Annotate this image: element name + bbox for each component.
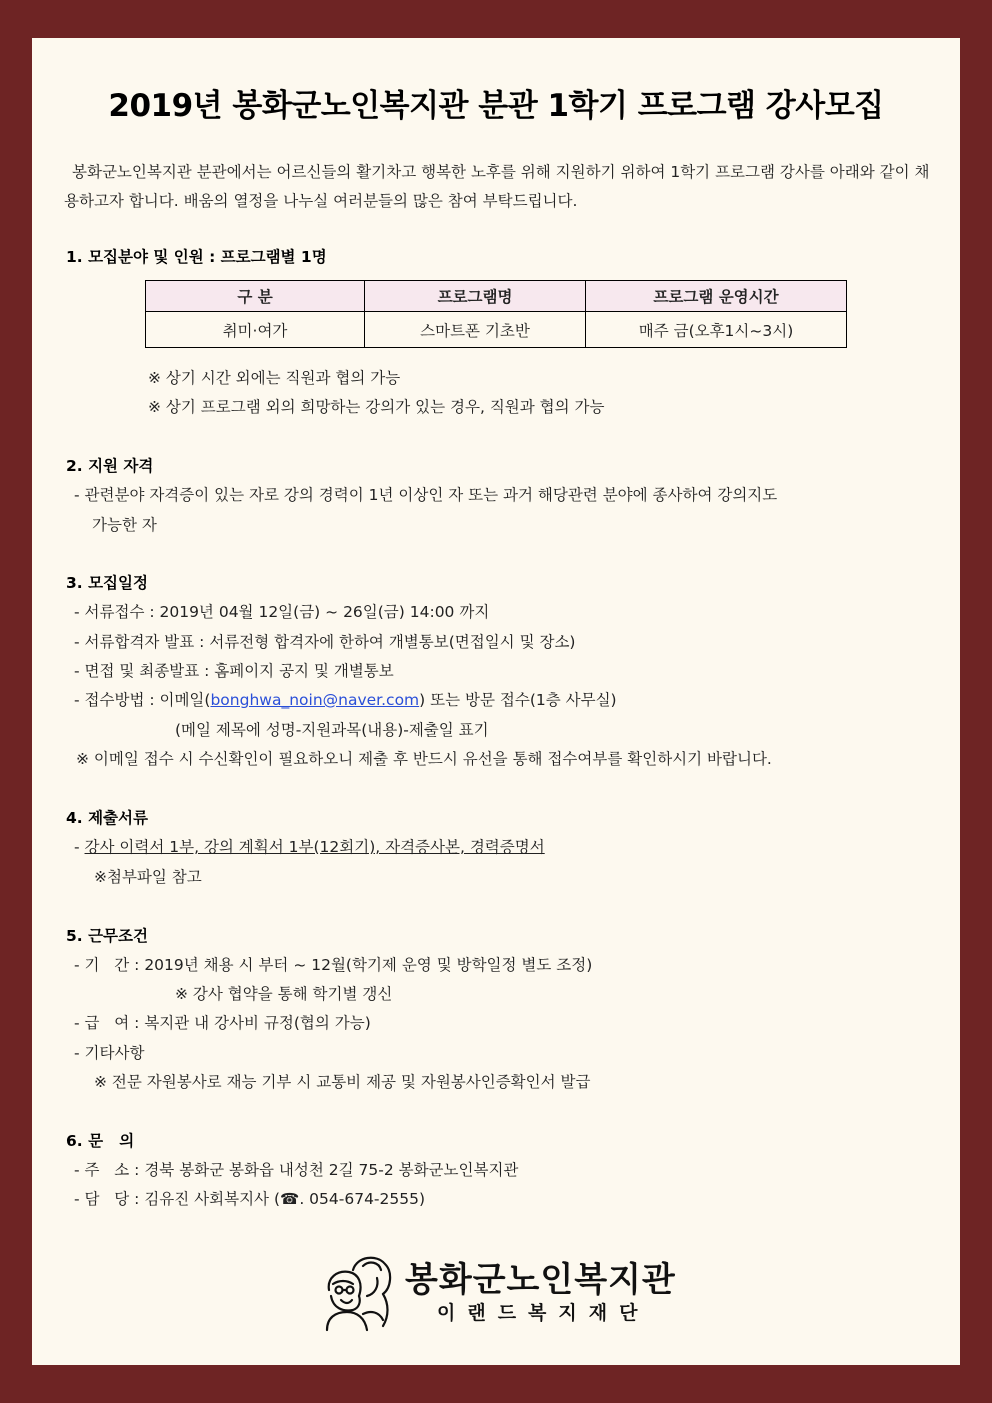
- table-header-row: [146, 281, 847, 312]
- logo-foundation: 이랜드복지재단: [437, 1302, 650, 1324]
- work-pay: - 급 여 : 복지관 내 강사비 규정(협의 가능): [74, 1014, 371, 1032]
- table-row: [146, 312, 847, 348]
- document-page: [32, 38, 960, 1365]
- section2-heading: 2. 지원 자격: [66, 457, 154, 475]
- section1-heading: 1. 모집분야 및 인원 : 프로그램별 1명: [66, 248, 327, 266]
- email-link[interactable]: bonghwa_noin@naver.com: [210, 691, 420, 709]
- section3-heading: 3. 모집일정: [66, 574, 148, 592]
- method-prefix: - 접수방법 : 이메일(: [74, 691, 211, 709]
- schedule-item-announcement: - 서류합격자 발표 : 서류전형 합격자에 한하여 개별통보(면접일시 및 장소): [74, 633, 576, 651]
- intro-paragraph: 봉화군노인복지관 분관에서는 어르신들의 활기차고 행복한 노후를 위해 지원하기 위하여 1학기 프로그램 강사를 아래와 같이 채용하고자 합니다. 배움의 열정을 나누실 여러분들의 많은 참여 부탁드립니다.: [64, 163, 930, 210]
- work-etc: - 기타사항: [74, 1044, 145, 1062]
- section2-line-2: 가능한 자: [92, 516, 157, 534]
- section4-heading: 4. 제출서류: [66, 809, 148, 827]
- work-period: - 기 간 : 2019년 채용 시 부터 ~ 12월(학기제 운영 및 방학일정 별도 조정): [74, 956, 593, 974]
- documents-list: 강사 이력서 1부, 강의 계획서 1부(12회기), 자격증사본, 경력증명서: [84, 838, 545, 856]
- method-note: (메일 제목에 성명-지원과목(내용)-제출일 표기: [175, 721, 489, 739]
- method-suffix: ) 또는 방문 접수(1층 사무실): [419, 691, 617, 709]
- schedule-item-method: [74, 688, 617, 710]
- schedule-item-submission: - 서류접수 : 2019년 04월 12일(금) ~ 26일(금) 14:00 까지: [74, 603, 490, 621]
- table-header-program: 프로그램명: [365, 281, 586, 312]
- schedule-item-interview: - 면접 및 최종발표 : 홈페이지 공지 및 개별통보: [74, 662, 394, 680]
- table-header-time: 프로그램 운영시간: [586, 281, 847, 312]
- documents-dash: -: [74, 838, 85, 856]
- table-header-category: 구 분: [146, 281, 365, 312]
- program-table: [145, 280, 847, 348]
- section1-note-1: ※ 상기 시간 외에는 직원과 협의 가능: [148, 369, 401, 387]
- section2-line-1: - 관련분야 자격증이 있는 자로 강의 경력이 1년 이상인 자 또는 과거 해당관련 분야에 종사하여 강의지도: [74, 486, 778, 504]
- page-title: 2019년 봉화군노인복지관 분관 1학기 프로그램 강사모집: [108, 88, 884, 124]
- section5-heading: 5. 근무조건: [66, 927, 148, 945]
- email-warning: ※ 이메일 접수 시 수신확인이 필요하오니 제출 후 반드시 유선을 통해 접수여부를 확인하시기 바랍니다.: [76, 750, 772, 768]
- table-cell-time: 매주 금(오후1시~3시): [586, 312, 847, 348]
- section1-note-2: ※ 상기 프로그램 외의 희망하는 강의가 있는 경우, 직원과 협의 가능: [148, 398, 605, 416]
- contact-person: - 담 당 : 김유진 사회복지사 (☎. 054-674-2555): [74, 1190, 426, 1208]
- contact-address: - 주 소 : 경북 봉화군 봉화읍 내성천 2길 75-2 봉화군노인복지관: [74, 1161, 519, 1179]
- documents-note: ※첨부파일 참고: [94, 868, 202, 886]
- section6-heading: 6. 문 의: [66, 1132, 135, 1150]
- work-etc-note: ※ 전문 자원봉사로 재능 기부 시 교통비 제공 및 자원봉사인증확인서 발급: [94, 1073, 591, 1091]
- elderly-couple-icon: [319, 1250, 403, 1332]
- work-period-note: ※ 강사 협약을 통해 학기별 갱신: [175, 985, 393, 1003]
- documents-line: [74, 835, 545, 857]
- logo-name: 봉화군노인복지관: [405, 1260, 676, 1300]
- table-cell-category: 취미·여가: [146, 312, 365, 348]
- welfare-center-logo: [319, 1250, 679, 1332]
- table-cell-program: 스마트폰 기초반: [365, 312, 586, 348]
